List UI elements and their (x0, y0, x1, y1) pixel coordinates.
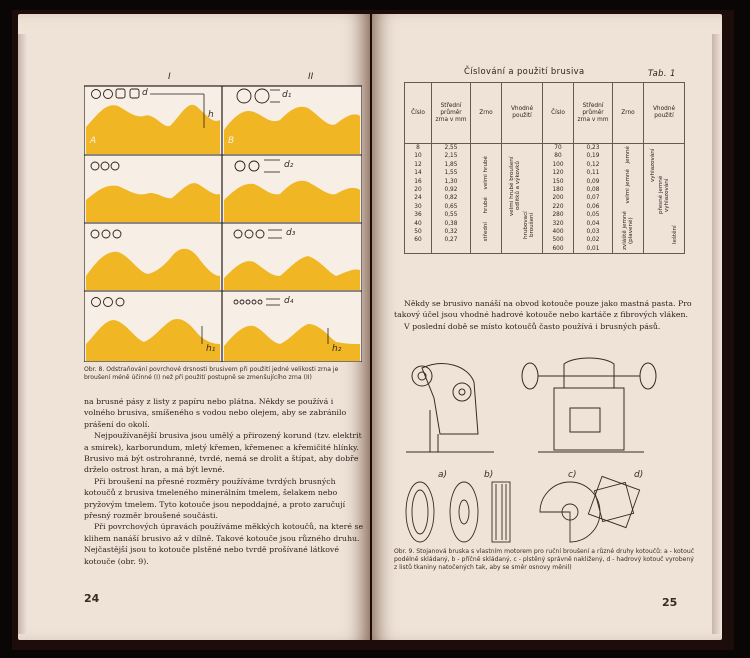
header-number: Číslo (543, 83, 574, 144)
usage-class: velmi hrubé broušení odlitků a výkovků (509, 155, 521, 216)
table-cell: 0,82 (444, 195, 458, 202)
table-cell: 0,05 (586, 212, 600, 219)
label-d: d (142, 88, 148, 98)
table-cell: 400 (552, 229, 564, 236)
usage-class: hrubovací broušení (523, 210, 535, 239)
table-cell: 0,27 (444, 237, 458, 244)
table-cell: 0,19 (586, 153, 600, 160)
grit-table (404, 82, 685, 254)
table-cell: 24 (414, 195, 422, 202)
figure-8-caption: Obr. 8. Odstraňování povrchové drsnosti brusivem při použití jedné velikosti zrna je broušení méně účinné (I) než při použití postupně se zmenšujícího zrna (II) (84, 366, 339, 382)
page-edge-left (18, 34, 28, 634)
header-usage: Vhodné použití (502, 83, 543, 144)
paragraph: Někdy se brusivo nanáší na obvod kotouče pouze jako mastná pasta. Pro takový účel jsou vhodné hadrové kotouče nebo kartáče z fibrových vláken. (394, 299, 692, 320)
table-cell: 16 (414, 178, 422, 185)
label-d3: d₃ (286, 228, 296, 238)
usage-column (644, 144, 685, 254)
header-number: Číslo (405, 83, 432, 144)
column-label-ii: II (308, 72, 314, 82)
right-page (372, 14, 722, 640)
grinder-side-view (406, 364, 494, 452)
header-diameter: Střední průměr zrna v mm (432, 83, 471, 144)
table-cell: 180 (552, 187, 564, 194)
table-cell: 0,02 (586, 237, 600, 244)
table-cell: 320 (552, 220, 564, 227)
grain-class: velmi hrubé (483, 156, 489, 190)
table-cell: 600 (552, 245, 564, 252)
label-a: A (90, 136, 97, 146)
paragraph: V poslední době se místo kotoučů často používá i brusných pásů. (404, 321, 661, 331)
figure-9-label-d: d) (634, 470, 644, 480)
table-cell: 0,23 (586, 145, 600, 151)
column-label-i: I (168, 72, 171, 82)
label-d1: d₁ (282, 90, 292, 100)
table-cell: 70 (554, 145, 562, 151)
label-h2: h₂ (332, 344, 342, 354)
table-cell: 0,55 (444, 212, 458, 219)
page-edge-right (712, 34, 722, 634)
table-cell: 120 (552, 170, 564, 177)
right-body-text (394, 298, 698, 332)
usage-class: přesné jemné vyhlazování (658, 175, 670, 214)
table-cell: 0,04 (586, 220, 600, 227)
open-book (12, 10, 734, 650)
table-cell: 1,85 (444, 161, 458, 168)
grain-class: velmi jemné (625, 169, 631, 204)
grain-class: zvláště jemné (plavené) (622, 211, 634, 251)
table-cell: 0,11 (586, 170, 600, 177)
table-cell: 8 (416, 145, 420, 151)
page-number-right: 25 (662, 596, 678, 609)
header-grain: Zrno (613, 83, 644, 144)
grain-class: hrubé (483, 197, 489, 214)
number-column (405, 144, 432, 254)
table-cell: 36 (414, 212, 422, 219)
table-cell: 1,55 (444, 170, 458, 177)
figure-9-label-c: c) (568, 470, 577, 480)
table-cell: 14 (414, 170, 422, 177)
table-cell: 80 (554, 153, 562, 160)
table-cell: 1,30 (444, 178, 458, 185)
grain-class: jemné (625, 145, 631, 164)
grain-column (471, 144, 502, 254)
left-page (18, 14, 370, 640)
label-h1: h₁ (206, 344, 216, 354)
label-h: h (208, 110, 214, 120)
table-cell: 0,01 (586, 245, 600, 252)
table-cell: 200 (552, 195, 564, 202)
usage-column (502, 144, 543, 254)
table-cell: 220 (552, 203, 564, 210)
table-cell: 0,03 (586, 229, 600, 236)
usage-class: vyhlazování (650, 147, 656, 182)
table-cell: 60 (414, 237, 422, 244)
figure-9 (394, 354, 684, 544)
table-cell (407, 245, 429, 253)
paragraph: na brusné pásy z listy z papíru nebo plátna. Někdy se používá i volného brusiva, smíšeného s vodou nebo olejem, aby se zabránilo prášení do okolí. (84, 397, 347, 429)
table-cell: 0,12 (586, 161, 600, 168)
table-cell: 0,38 (444, 220, 458, 227)
table-cell (434, 245, 468, 253)
table-cell: 0,32 (444, 229, 458, 236)
table-cell: 0,06 (586, 203, 600, 210)
grinder-front-view (522, 358, 656, 452)
table-cell: 0,09 (586, 178, 600, 185)
paragraph: Při povrchových úpravách používáme měkkých kotoučů, na které se klihem nanáší brusivo až v dílně. Takové kotouče jsou různého druhu. Nejčastější jsou to kotouče plstěné nebo tvrdě prošívané látkové kotouče (obr. 9). (84, 522, 364, 566)
figure-9-caption: Obr. 9. Stojanová bruska s vlastním motorem pro ruční broušení a různé druhy kotoučů: a - kotouč podélně skládaný, b - příčně skládaný, c - plstěný správně nakližený, d - hadrový kotouč vyrobený z listů tkaniny natočených tak, aby se směr osnovy měnil) (394, 548, 695, 572)
paragraph: Při broušení na přesné rozměry používáme tvrdých brusných kotoučů z brusiva tmeleného minerálním tmelem, šelakem nebo pryžovým tmelem. Tyto kotouče jsou nepoddajné, a proto zaručují přesný rozměr broušené součásti. (84, 476, 346, 521)
diameter-column (574, 144, 613, 254)
table-cell: 500 (552, 237, 564, 244)
table-cell: 2,15 (444, 153, 458, 160)
table-cell: 0,92 (444, 187, 458, 194)
page-number-left: 24 (84, 592, 100, 605)
table-cell: 40 (414, 220, 422, 227)
number-column (543, 144, 574, 254)
table-cell: 2,55 (444, 145, 458, 151)
figure-8 (84, 72, 362, 362)
grain-class: střední (483, 221, 489, 242)
table-title: Číslování a použití brusiva (464, 66, 585, 76)
table-cell: 30 (414, 203, 422, 210)
left-body-text (84, 396, 364, 567)
table-cell: 0,08 (586, 187, 600, 194)
abrasion-diagram (84, 72, 362, 362)
usage-class: leštění (672, 225, 678, 244)
label-d2: d₂ (284, 160, 294, 170)
header-grain: Zrno (471, 83, 502, 144)
figure-9-label-a: a) (438, 470, 448, 480)
wheel-types (406, 476, 640, 542)
grain-column (613, 144, 644, 254)
label-b: B (228, 136, 235, 146)
table-cell: 10 (414, 153, 422, 160)
header-diameter: Střední průměr zrna v mm (574, 83, 613, 144)
table-cell: 50 (414, 229, 422, 236)
table-cell: 100 (552, 161, 564, 168)
table-cell: 12 (414, 161, 422, 168)
label-d4: d₄ (284, 296, 294, 306)
diameter-column (432, 144, 471, 254)
header-usage: Vhodné použití (644, 83, 685, 144)
figure-9-label-b: b) (484, 470, 494, 480)
paragraph: Nejpoužívanější brusiva jsou umělý a přirozený korund (tzv. elektrit a smirek), karborundum, mletý křemen, křemenec a křemičité hlínky. Brusivo má být ostrohranné, tvrdé, nemá se drolit a štípat, aby dobře drželo ostrost hran, a má být levné. (84, 431, 362, 475)
table-cell: 20 (414, 187, 422, 194)
table-cell: 0,07 (586, 195, 600, 202)
table-cell: 150 (552, 178, 564, 185)
table-cell: 280 (552, 212, 564, 219)
table-cell: 0,65 (444, 203, 458, 210)
table-label: Tab. 1 (648, 68, 676, 78)
